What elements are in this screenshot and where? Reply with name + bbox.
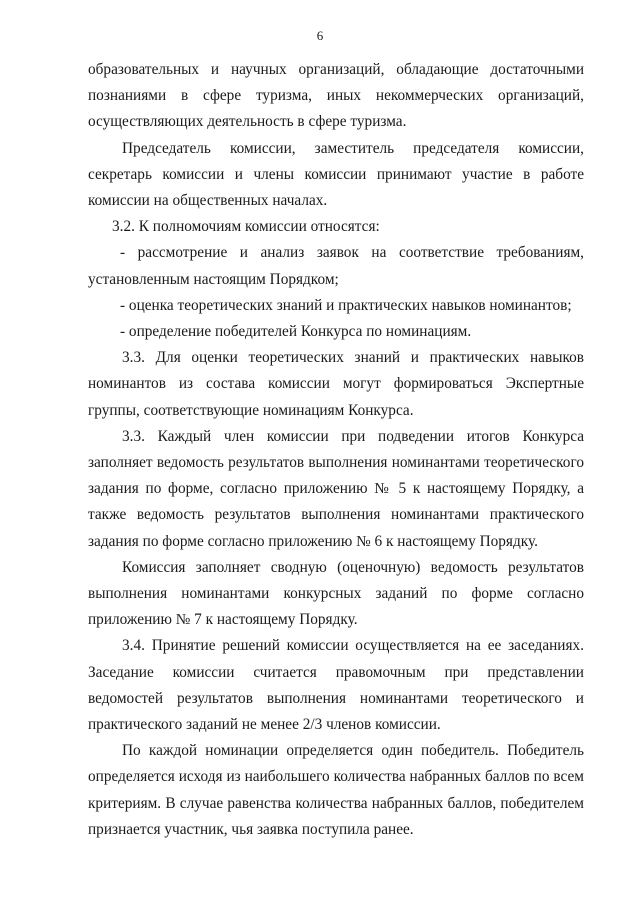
list-item-review-applications: - рассмотрение и анализ заявок на соответствие требованиям, установленным настоящим Порядком; — [88, 244, 584, 288]
paragraph-section-3-3-expert-groups: 3.3. Для оценки теоретических знаний и практических навыков номинантов из состава комиссии могут формироваться Экспертные группы, соответствующие номинациям Конкурса. — [88, 349, 584, 419]
paragraph-commission-members: Председатель комиссии, заместитель председателя комиссии, секретарь комиссии и члены комиссии принимают участие в работе комиссии на общественных началах. — [88, 139, 584, 210]
paragraph-summary-statement: Комиссия заполняет сводную (оценочную) ведомость результатов выполнения номинантами конкурсных заданий по форме согласно приложению № 7 к настоящему Порядку. — [88, 558, 584, 629]
paragraph-section-3-3-statements: 3.3. Каждый член комиссии при подведении итогов Конкурса заполняет ведомость результатов выполнения номинантами теоретического задания по форме, согласно приложению № 5 к настоящему Порядку, а также ведомость результатов выполнения номинантами практического задания по форме согласно приложению № 6 к настоящему Порядку. — [88, 427, 584, 550]
page-number: 6 — [316, 28, 324, 43]
paragraph-section-3-4: 3.4. Принятие решений комиссии осуществляется на ее заседаниях. Заседание комиссии считается правомочным при представлении ведомостей результатов выполнения номинантами теоретического и практического заданий не менее 2/3 членов комиссии. — [88, 637, 584, 734]
list-item-determine-winners: - определение победителей Конкурса по номинациям. — [120, 323, 472, 341]
paragraph-organizations: образовательных и научных организаций, обладающие достаточными познаниями в сфере туризма, иных некоммерческих организаций, осуществляющих деятельность в сфере туризма. — [88, 61, 584, 131]
paragraph-section-3-2: 3.2. К полномочиям комиссии относятся: — [112, 218, 380, 236]
paragraph-winner-determination: По каждой номинации определяется один победитель. Победитель определяется исходя из наибольшего количества набранных баллов по всем критериям. В случае равенства количества набранных баллов, победителем признается участник, чья заявка поступила ранее. — [88, 742, 584, 838]
list-item-assess-knowledge: - оценка теоретических знаний и практических навыков номинантов; — [120, 296, 572, 314]
document-body — [88, 57, 584, 843]
